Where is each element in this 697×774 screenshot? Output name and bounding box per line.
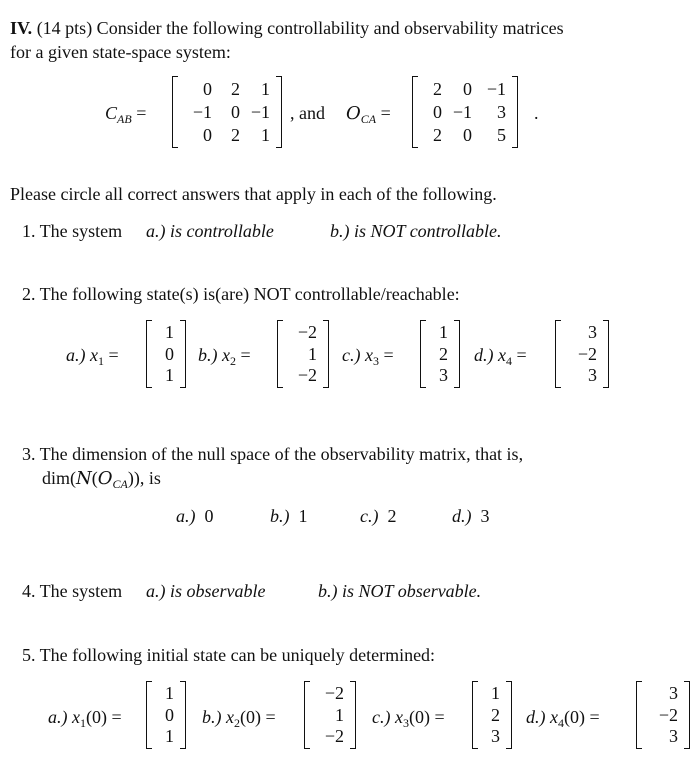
q2-option-a-label[interactable]: a.) $x_1$ = — [66, 345, 119, 368]
q2-option-b-vector: −2 1 −2 — [277, 320, 329, 388]
matrix-period: . — [534, 103, 539, 123]
q3-option-b[interactable]: b.) 1 — [270, 506, 308, 526]
problem-intro-line2: for a given state-space system: — [10, 42, 231, 62]
oca-label: $O_{CA}$ = — [346, 103, 391, 126]
q3-stem-line2: $dim(N(O_{CA}))$, is — [42, 468, 161, 491]
q3-option-c[interactable]: c.) 2 — [360, 506, 397, 526]
q2-stem: 2. The following state(s) is(are) NOT controllable/reachable: — [22, 284, 460, 304]
q2-option-c-vector: 1 2 3 — [420, 320, 460, 388]
q5-option-d-label[interactable]: d.) $x_4(0)$ = — [526, 707, 600, 730]
q5-option-b-label[interactable]: b.) $x_2(0)$ = — [202, 707, 276, 730]
q3-option-a[interactable]: a.) 0 — [176, 506, 214, 526]
q4-option-b[interactable]: b.) is NOT observable. — [318, 581, 482, 601]
problem-intro-line1: (14 pts) Consider the following controllability and observability matrices — [32, 18, 564, 38]
problem-heading — [10, 18, 564, 39]
cab-label: $C_{AB}$ = — [105, 103, 147, 126]
q5-option-b-vector: −2 1 −2 — [304, 681, 356, 749]
q3-option-d[interactable]: d.) 3 — [452, 506, 490, 526]
q5-stem: 5. The following initial state can be uniquely determined: — [22, 645, 436, 665]
instruction-text: Please circle all correct answers that apply in each of the following. — [10, 184, 497, 204]
q5-option-a-vector: 1 0 1 — [146, 681, 186, 749]
q2-option-d-vector: 3 −2 3 — [555, 320, 609, 388]
q1-option-b[interactable]: b.) is NOT controllable. — [330, 221, 502, 241]
q2-option-c-label[interactable]: c.) $x_3$ = — [342, 345, 394, 368]
q1-stem: 1. The system — [22, 221, 123, 241]
q1-option-a[interactable]: a.) is controllable — [146, 221, 274, 241]
cab-matrix: 0 2 1 −1 0 −1 0 2 1 — [172, 76, 282, 148]
problem-number: IV. — [10, 18, 33, 38]
q5-option-c-label[interactable]: c.) $x_3(0)$ = — [372, 707, 445, 730]
q4-option-a[interactable]: a.) is observable — [146, 581, 266, 601]
oca-matrix: 2 0 −1 0 −1 3 2 0 5 — [412, 76, 518, 148]
q5-option-c-vector: 1 2 3 — [472, 681, 512, 749]
q2-option-b-label[interactable]: b.) $x_2$ = — [198, 345, 251, 368]
q2-option-d-label[interactable]: d.) $x_4$ = — [474, 345, 527, 368]
and-connector: , and — [290, 103, 325, 123]
q3-stem-line1: 3. The dimension of the null space of the observability matrix, that is, — [22, 444, 524, 464]
q5-option-d-vector: 3 −2 3 — [636, 681, 690, 749]
q2-option-a-vector: 1 0 1 — [146, 320, 186, 388]
q5-option-a-label[interactable]: a.) $x_1(0)$ = — [48, 707, 122, 730]
q4-stem: 4. The system — [22, 581, 123, 601]
